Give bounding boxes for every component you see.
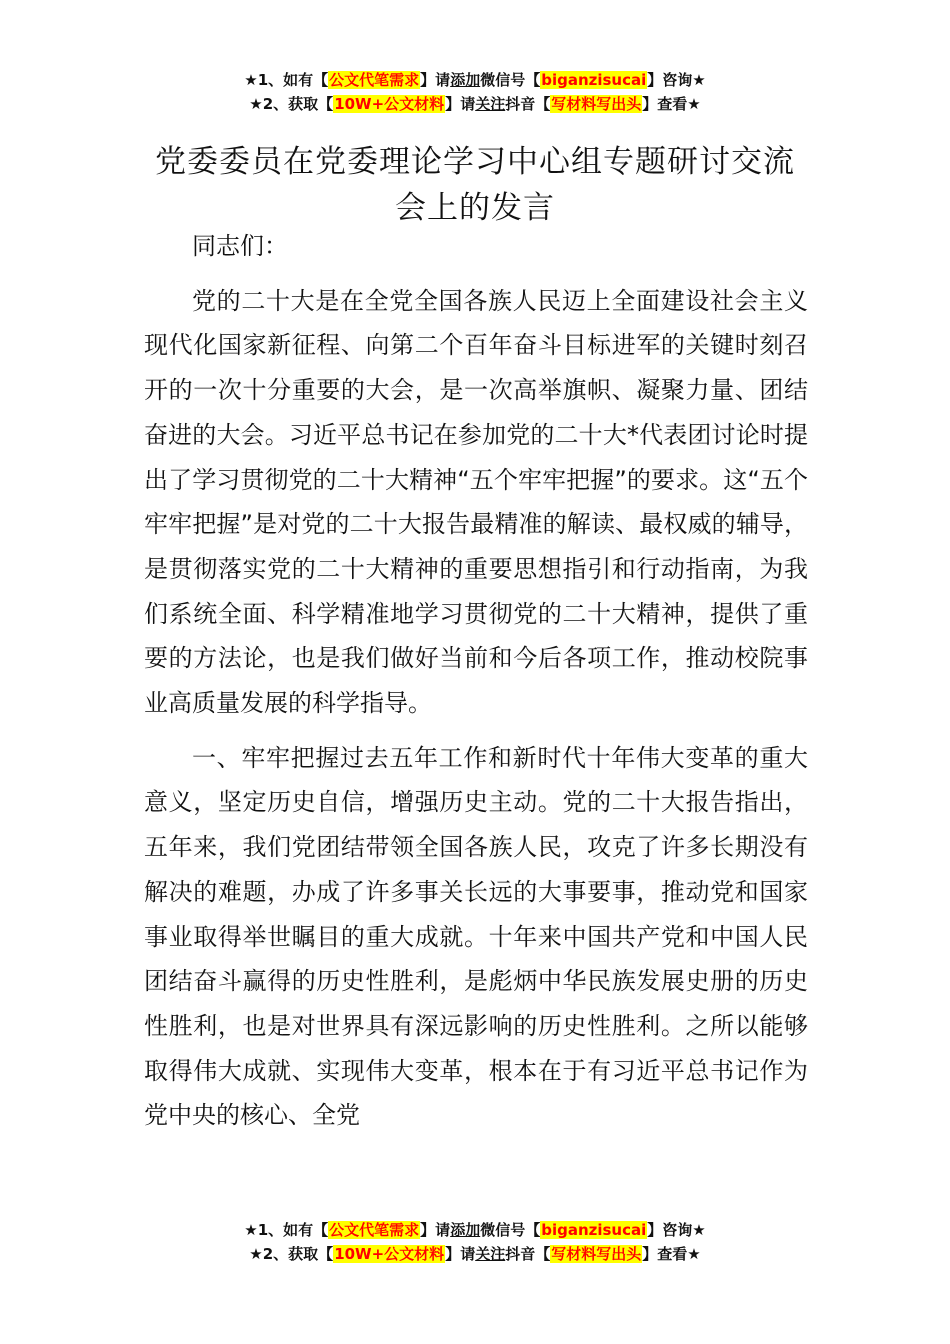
banner-highlight: 10W+公文材料 — [334, 1245, 445, 1263]
banner-text: 】咨询★ — [647, 71, 706, 89]
document-body — [144, 224, 808, 1138]
banner-underline: 关注 — [475, 95, 506, 113]
banner-text: ★2、获取【 — [249, 95, 334, 113]
banner-text: 抖音【 — [505, 95, 551, 113]
banner-text: 】请 — [420, 1221, 451, 1239]
banner-text: 】请 — [445, 1245, 476, 1263]
banner-highlight: biganzisucai — [541, 1221, 647, 1239]
header-banner — [0, 68, 950, 116]
banner-text: 】请 — [445, 95, 476, 113]
banner-text: ★1、如有【 — [244, 71, 329, 89]
paragraph: 一、牢牢把握过去五年工作和新时代十年伟大变革的重大意义，坚定历史自信，增强历史主动。党的二十大报告指出，五年来，我们党团结带领全国各族人民，攻克了许多长期没有解决的难题，办成了许多事关长远的大事要事，推动党和国家事业取得举世瞩目的重大成就。十年来中国共产党和中国人民团结奋斗赢得的历史性胜利，是彪炳中华民族发展史册的历史性胜利，也是对世界具有深远影响的历史性胜利。之所以能够取得伟大成就、实现伟大变革，根本在于有习近平总书记作为党中央的核心、全党 — [144, 743, 808, 1130]
banner-text: 】查看★ — [642, 95, 701, 113]
banner-highlight: 公文代笔需求 — [329, 1221, 420, 1239]
banner-highlight: 公文代笔需求 — [329, 71, 420, 89]
banner-underline: 添加 — [450, 1221, 481, 1239]
banner-line-1 — [0, 68, 950, 92]
banner-text: 微信号【 — [480, 1221, 541, 1239]
banner-text: 】请 — [420, 71, 451, 89]
banner-highlight: 写材料写出头 — [551, 1245, 642, 1263]
document-title: 党委委员在党委理论学习中心组专题研讨交流会上的发言 — [155, 143, 795, 226]
banner-underline: 添加 — [450, 71, 481, 89]
banner-highlight: 10W+公文材料 — [334, 95, 445, 113]
banner-highlight: biganzisucai — [541, 71, 647, 89]
banner-text: 微信号【 — [480, 71, 541, 89]
banner-text: 】查看★ — [642, 1245, 701, 1263]
banner-text: 抖音【 — [505, 1245, 551, 1263]
banner-line-1 — [0, 1218, 950, 1242]
banner-underline: 关注 — [475, 1245, 506, 1263]
banner-text: 】咨询★ — [647, 1221, 706, 1239]
paragraph: 党的二十大是在全党全国各族人民迈上全面建设社会主义现代化国家新征程、向第二个百年奋斗目标进军的关键时刻召开的一次十分重要的大会，是一次高举旗帜、凝聚力量、团结奋进的大会。习近平总书记在参加党的二十大*代表团讨论时提出了学习贯彻党的二十大精神“五个牢牢把握”的要求。这“五个牢牢把握”是对党的二十大报告最精准的解读、最权威的辅导，是贯彻落实党的二十大精神的重要思想指引和行动指南，为我们系统全面、科学精准地学习贯彻党的二十大精神，提供了重要的方法论，也是我们做好当前和今后各项工作，推动校院事业高质量发展的科学指导。 — [144, 286, 808, 718]
banner-text: ★1、如有【 — [244, 1221, 329, 1239]
salutation: 同志们： — [192, 232, 288, 260]
banner-text: ★2、获取【 — [249, 1245, 334, 1263]
banner-line-2 — [0, 92, 950, 116]
banner-highlight: 写材料写出头 — [551, 95, 642, 113]
footer-banner — [0, 1218, 950, 1266]
banner-line-2 — [0, 1242, 950, 1266]
